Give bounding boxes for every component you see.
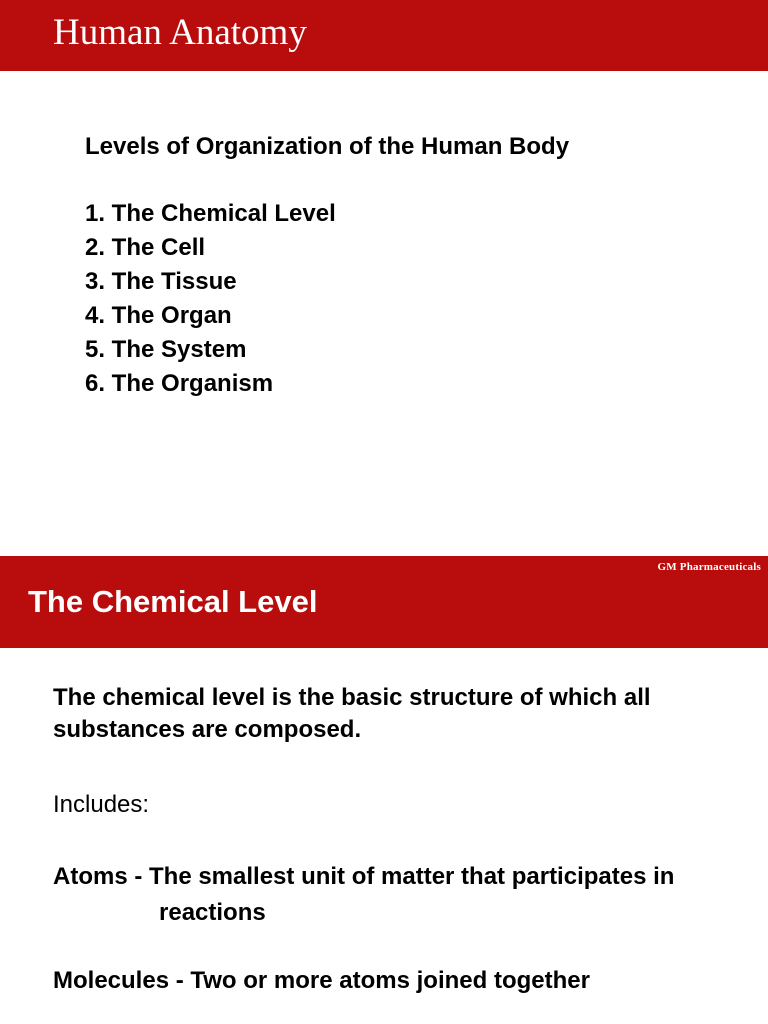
levels-heading: Levels of Organization of the Human Body bbox=[85, 133, 570, 160]
molecules-definition: Molecules - Two or more atoms joined together bbox=[53, 967, 590, 994]
level-item-tissue: 3. The Tissue bbox=[85, 268, 237, 295]
level-item-chemical: 1. The Chemical Level bbox=[85, 200, 336, 227]
brand-label: GM Pharmaceuticals bbox=[657, 561, 761, 573]
slide-title: The Chemical Level bbox=[28, 584, 318, 619]
levels-list bbox=[85, 197, 685, 401]
atoms-definition: Atoms - The smallest unit of matter that participates in bbox=[53, 863, 675, 890]
intro-paragraph bbox=[53, 682, 651, 746]
atoms-definition-continued: reactions bbox=[159, 899, 266, 926]
slide-chemical-level bbox=[0, 556, 768, 1024]
level-item-system: 5. The System bbox=[85, 336, 247, 363]
includes-label: Includes: bbox=[53, 791, 150, 818]
title-banner bbox=[0, 556, 768, 648]
slide-title: Human Anatomy bbox=[53, 12, 307, 53]
title-banner bbox=[0, 0, 768, 71]
level-item-organism: 6. The Organism bbox=[85, 370, 274, 397]
intro-line-1: The chemical level is the basic structure of which all bbox=[53, 684, 651, 711]
levels-section bbox=[85, 131, 685, 401]
intro-line-2: substances are composed. bbox=[53, 716, 362, 743]
level-item-organ: 4. The Organ bbox=[85, 302, 232, 329]
level-item-cell: 2. The Cell bbox=[85, 234, 206, 261]
